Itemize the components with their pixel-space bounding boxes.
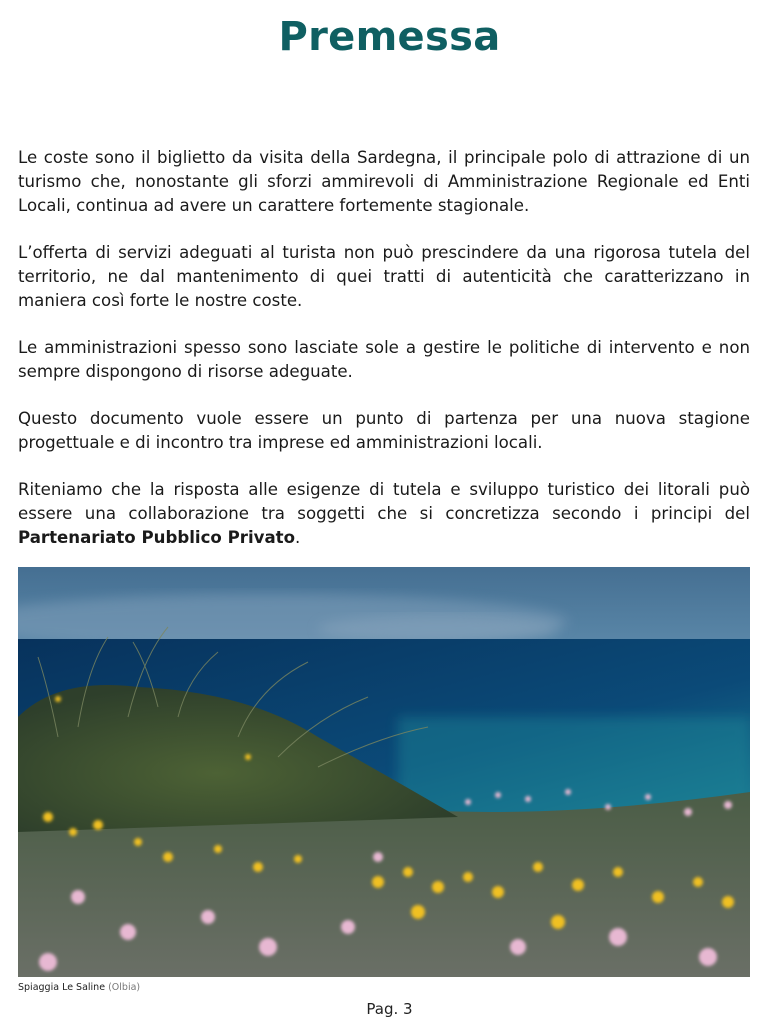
body-text [18, 146, 750, 573]
paragraph-5 [18, 478, 750, 550]
paragraph-4: Questo documento vuole essere un punto di partenza per una nuova stagione progettuale e di incontro tra imprese ed amministrazioni locali. [18, 409, 750, 452]
paragraph-1: Le coste sono il biglietto da visita della Sardegna, il principale polo di attrazione di un turismo che, nonostante gli sforzi ammirevoli di Amministrazione Regionale ed Enti Locali, continua ad avere un carattere fortemente stagionale. [18, 148, 750, 215]
page-title: Premessa [278, 14, 501, 60]
caption-location: (Olbia) [108, 982, 141, 993]
coast-photo [18, 567, 750, 977]
photo-caption [18, 982, 140, 993]
paragraph-5-end: . [294, 528, 301, 547]
page-number: Pag. 3 [366, 1000, 413, 1018]
paragraph-5-text: Riteniamo che la risposta alle esigenze di tutela e sviluppo turistico dei litorali può essere una collaborazione tra soggetti che si concretizza secondo i principi del [18, 480, 750, 523]
coast-photo-illustration [18, 567, 750, 977]
caption-place: Spiaggia Le Saline [18, 982, 106, 993]
paragraph-3: Le amministrazioni spesso sono lasciate sole a gestire le politiche di intervento e non sempre dispongono di risorse adeguate. [18, 338, 750, 381]
paragraph-2: L’offerta di servizi adeguati al turista non può prescindere da una rigorosa tutela del territorio, ne dal mantenimento di quei tratti di autenticità che caratterizzano in maniera così forte le nostre coste. [18, 243, 750, 310]
paragraph-5-bold: Partenariato Pubblico Privato [18, 528, 295, 547]
